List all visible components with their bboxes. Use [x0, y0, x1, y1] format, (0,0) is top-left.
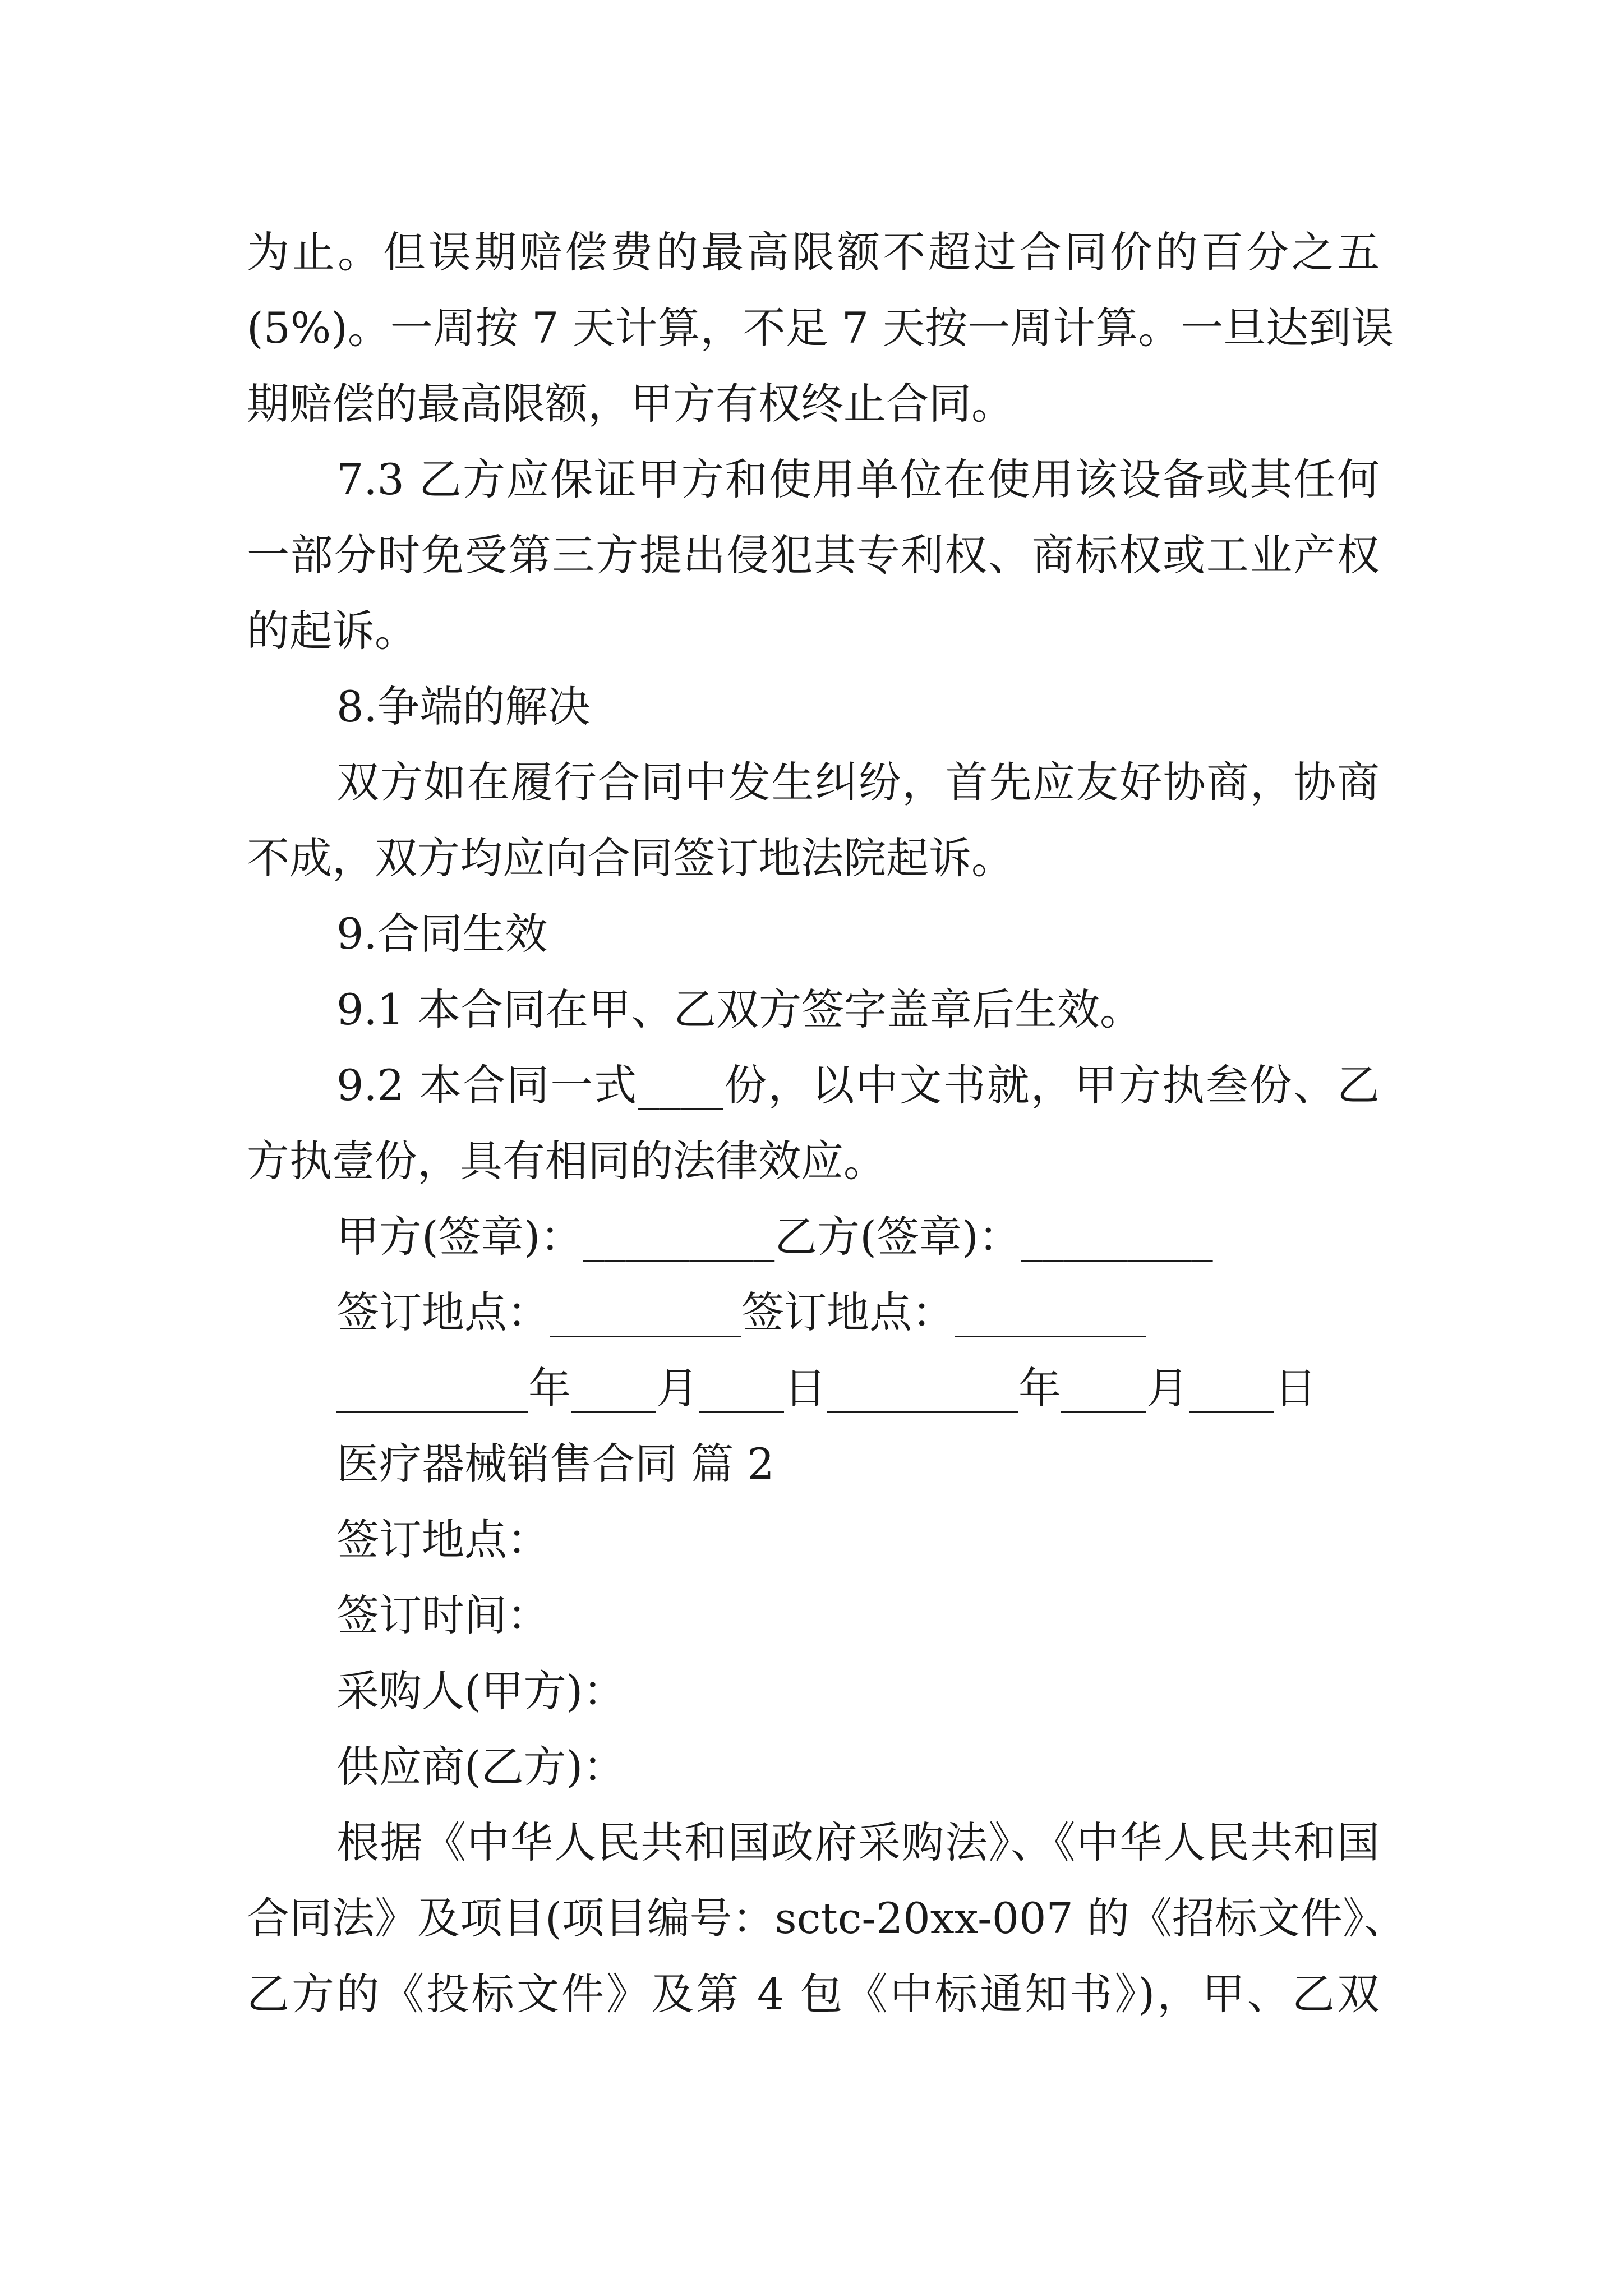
document-line: _________年____月____日_________年____月____日 [336, 1363, 1317, 1413]
document-line: 7.3 乙方应保证甲方和使用单位在使用该设备或其任何 [336, 454, 1380, 504]
document-line: 9.2 本合同一式____份，以中文书就，甲方执叁份、乙 [336, 1060, 1380, 1110]
document-line: 签订时间： [336, 1590, 550, 1640]
document-line: 采购人(甲方)： [336, 1666, 626, 1716]
document-line: 一部分时免受第三方提出侵犯其专利权、商标权或工业产权 [247, 530, 1380, 580]
document-line: 不成，双方均应向合同签订地法院起诉。 [247, 833, 1014, 883]
document-line: 期赔偿的最高限额，甲方有权终止合同。 [247, 379, 1014, 429]
document-body [247, 214, 1407, 2032]
document-line: 方执壹份，具有相同的法律效应。 [247, 1136, 886, 1186]
document-line: 9.合同生效 [336, 909, 548, 959]
document-line: 根据《中华人民共和国政府采购法》、《中华人民共和国 [336, 1818, 1380, 1867]
document-line: 签订地点：_________签订地点：_________ [336, 1287, 1146, 1337]
document-line: 9.1 本合同在甲、乙双方签字盖章后生效。 [336, 984, 1143, 1034]
document-line: 供应商(乙方)： [336, 1742, 626, 1792]
document-line: 的起诉。 [247, 606, 417, 656]
document-line: 双方如在履行合同中发生纠纷，首先应友好协商，协商 [336, 757, 1380, 807]
document-line: 8.争端的解决 [336, 682, 591, 731]
document-line: 签订地点： [336, 1515, 550, 1565]
document-line: 为止。但误期赔偿费的最高限额不超过合同价的百分之五 [247, 227, 1380, 277]
document-line: 医疗器械销售合同 篇 2 [336, 1439, 774, 1489]
document-line: 乙方的《投标文件》及第 4 包《中标通知书》)，甲、乙双 [247, 1969, 1380, 2019]
document-line: 甲方(签章)：_________乙方(签章)：_________ [336, 1212, 1213, 1262]
document-line: (5%)。一周按 7 天计算，不足 7 天按一周计算。一旦达到误 [247, 303, 1394, 353]
document-line: 合同法》及项目(项目编号：sctc-20xx-007 的《招标文件》、 [247, 1893, 1407, 1943]
